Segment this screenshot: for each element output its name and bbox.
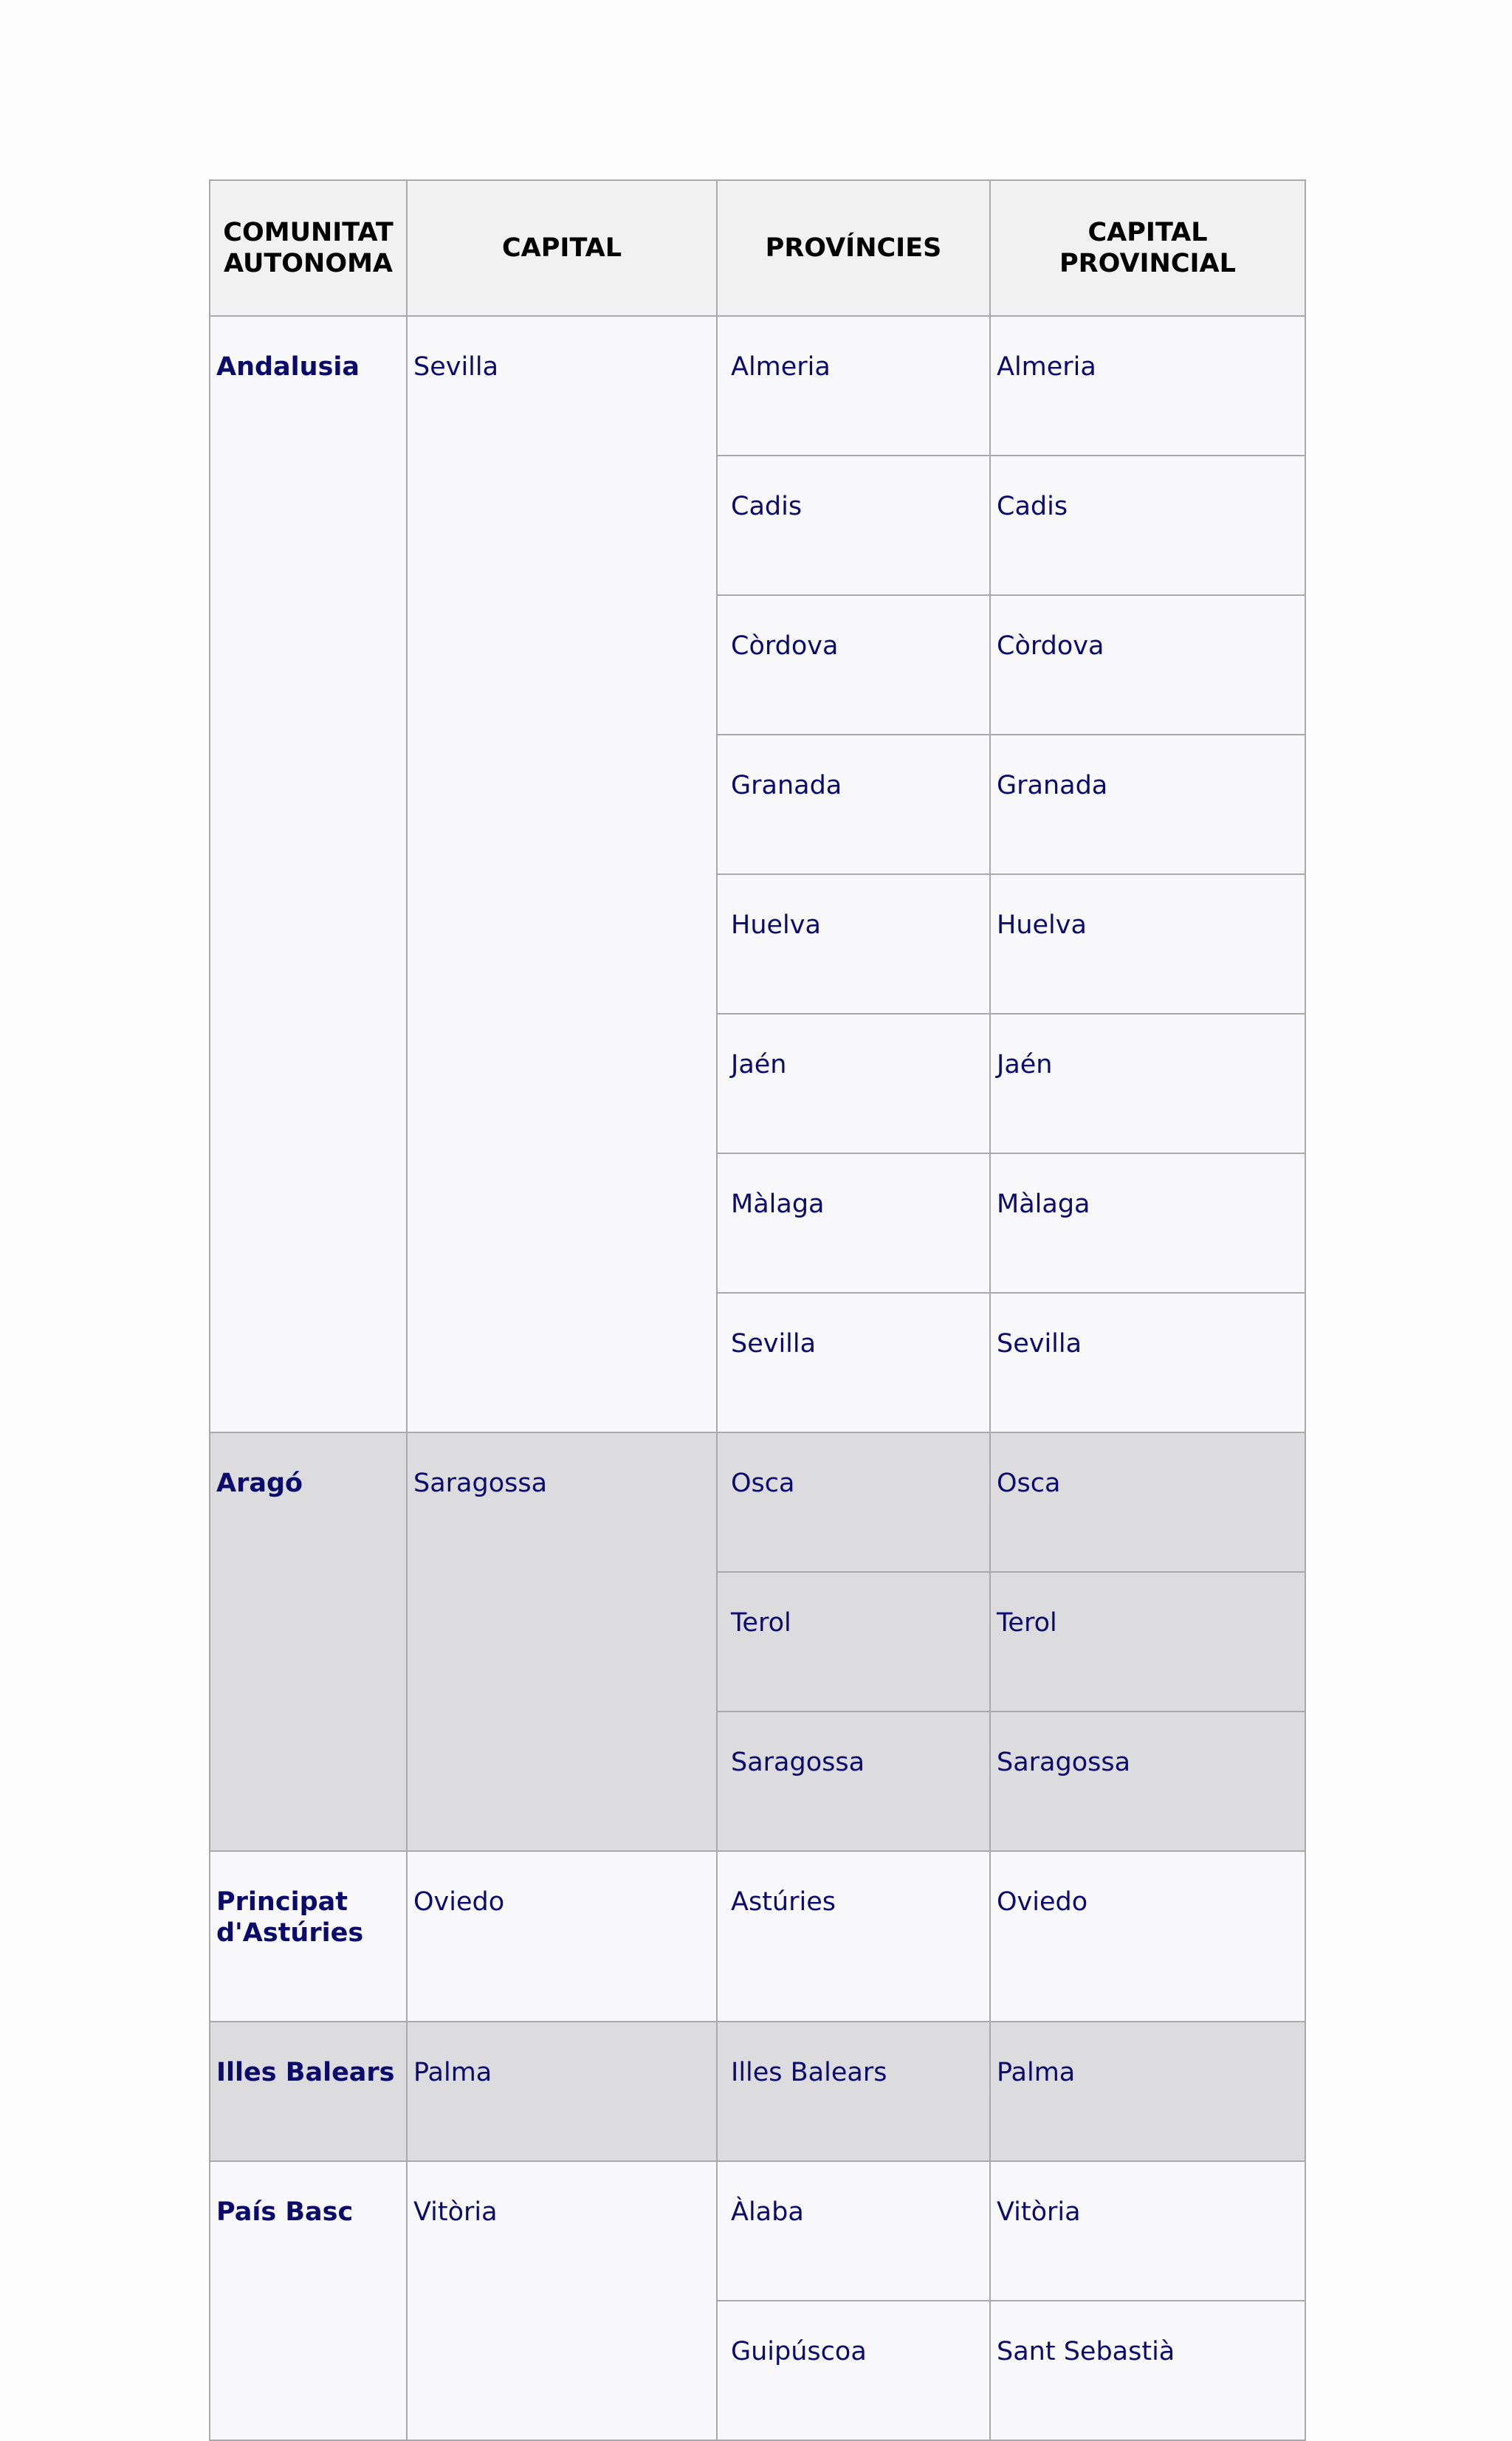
community-capital: Vitòria — [407, 2161, 717, 2440]
header-row — [210, 180, 1305, 316]
province-name: Guipúscoa — [717, 2301, 990, 2440]
community-capital: Saragossa — [407, 1432, 717, 1851]
table-row — [210, 316, 1305, 456]
community-capital: Palma — [407, 2022, 717, 2161]
province-capital: Cadis — [990, 456, 1305, 595]
province-name: Còrdova — [717, 595, 990, 735]
community-name: Illes Balears — [210, 2022, 407, 2161]
table-row — [210, 1851, 1305, 2022]
header-provincies: PROVÍNCIES — [717, 180, 990, 316]
header-comunitat: COMUNITAT AUTONOMA — [210, 180, 407, 316]
community-name: Andalusia — [210, 316, 407, 1432]
community-name: Aragó — [210, 1432, 407, 1851]
province-capital: Màlaga — [990, 1153, 1305, 1293]
province-name: Granada — [717, 735, 990, 874]
province-name: Cadis — [717, 456, 990, 595]
province-capital: Palma — [990, 2022, 1305, 2161]
province-capital: Sant Sebastià — [990, 2301, 1305, 2440]
province-name: Terol — [717, 1572, 990, 1712]
province-capital: Osca — [990, 1432, 1305, 1572]
province-capital: Saragossa — [990, 1712, 1305, 1851]
province-name: Osca — [717, 1432, 990, 1572]
community-name: País Basc — [210, 2161, 407, 2440]
header-capital-provincial: CAPITAL PROVINCIAL — [990, 180, 1305, 316]
province-name: Àlaba — [717, 2161, 990, 2301]
province-capital: Jaén — [990, 1014, 1305, 1153]
province-name: Almeria — [717, 316, 990, 456]
community-capital: Oviedo — [407, 1851, 717, 2022]
province-capital: Vitòria — [990, 2161, 1305, 2301]
province-name: Sevilla — [717, 1293, 990, 1432]
community-name: Principat d'Astúries — [210, 1851, 407, 2022]
province-name: Illes Balears — [717, 2022, 990, 2161]
province-capital: Terol — [990, 1572, 1305, 1712]
province-capital: Granada — [990, 735, 1305, 874]
province-capital: Oviedo — [990, 1851, 1305, 2022]
communities-table — [209, 179, 1306, 2441]
province-name: Huelva — [717, 874, 990, 1014]
province-capital: Còrdova — [990, 595, 1305, 735]
table-row — [210, 2022, 1305, 2161]
province-name: Màlaga — [717, 1153, 990, 1293]
province-name: Astúries — [717, 1851, 990, 2022]
province-capital: Sevilla — [990, 1293, 1305, 1432]
province-name: Saragossa — [717, 1712, 990, 1851]
community-capital: Sevilla — [407, 316, 717, 1432]
header-capital: CAPITAL — [407, 180, 717, 316]
province-capital: Huelva — [990, 874, 1305, 1014]
table-row — [210, 1432, 1305, 1572]
table-row — [210, 2161, 1305, 2301]
province-name: Jaén — [717, 1014, 990, 1153]
province-capital: Almeria — [990, 316, 1305, 456]
